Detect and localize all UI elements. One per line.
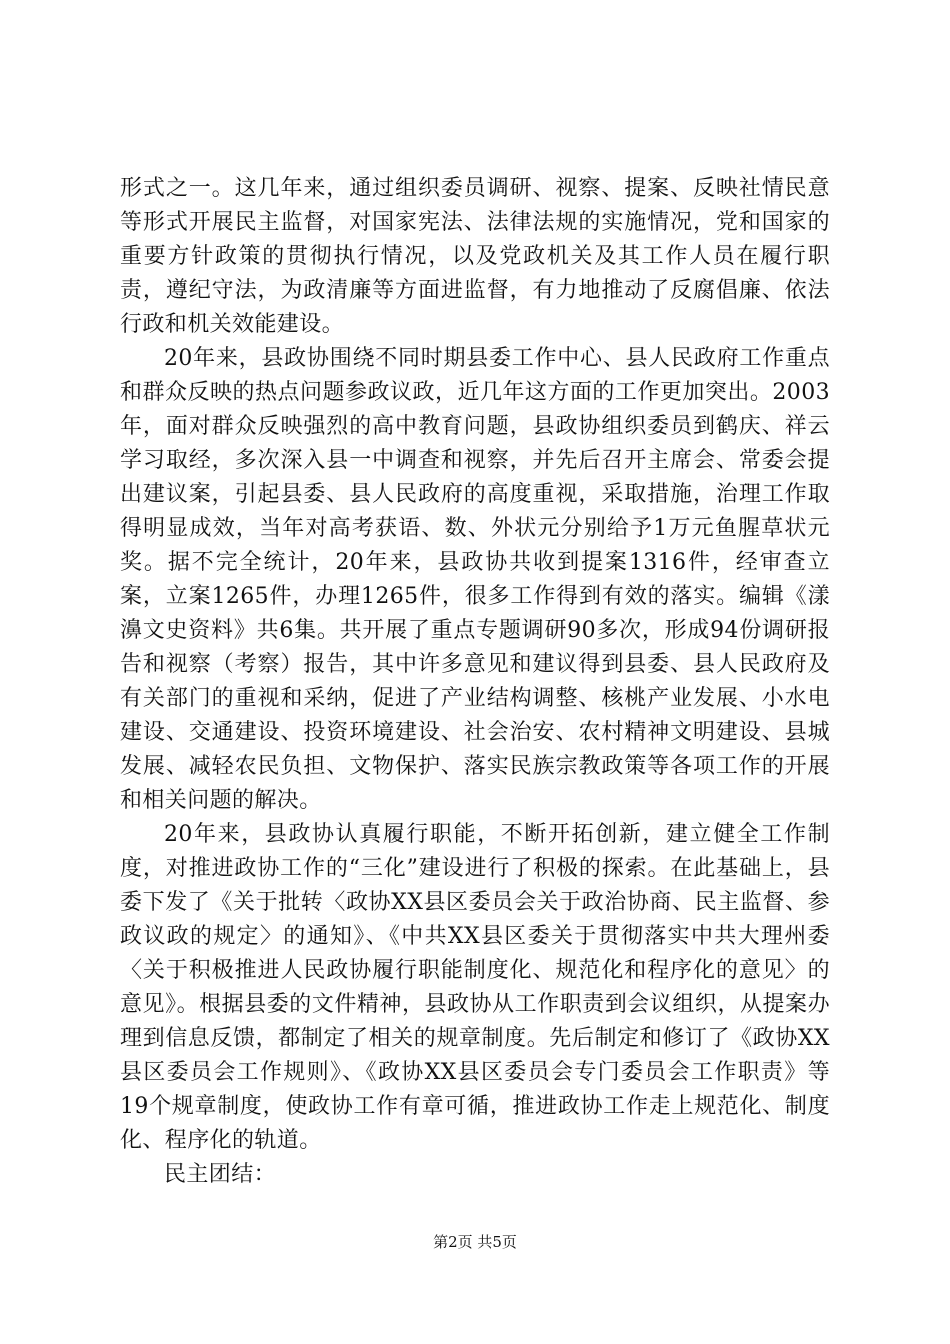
- paragraph-3: 20年来，县政协认真履行职能，不断开拓创新，建立健全工作制度，对推进政协工作的“三化”建设进行了积极的探索。在此基础上，县委下发了《关于批转〈政协XX县区委员会关于政治协商、民主监督、参政议政的规定〉的通知》、《中共XX县区委关于贯彻落实中共大理州委〈关于积极推进人民政协履行职能制度化、规范化和程序化的意见〉的意见》。根据县委的文件精神，县政协从工作职责到会议组织，从提案办理到信息反馈，都制定了相关的规章制度。先后制定和修订了《政协XX县区委员会工作规则》、《政协XX县区委员会专门委员会工作职责》等19个规章制度，使政协工作有章可循，推进政协工作走上规范化、制度化、程序化的轨道。: [120, 822, 830, 1153]
- document-body: [120, 172, 830, 1192]
- paragraph-4-heading: 民主团结：: [164, 1162, 277, 1187]
- paragraph-2: 20年来，县政协围绕不同时期县委工作中心、县人民政府工作重点和群众反映的热点问题参政议政，近几年这方面的工作更加突出。2003年，面对群众反映强烈的高中教育问题，县政协组织委员到鹤庆、祥云学习取经，多次深入县一中调查和视察，并先后召开主席会、常委会提出建议案，引起县委、县人民政府的高度重视，采取措施，治理工作取得明显成效，当年对高考获语、数、外状元分别给予1万元鱼腥草状元奖。据不完全统计，20年来，县政协共收到提案1316件，经审查立案，立案1265件，办理1265件，很多工作得到有效的落实。编辑《漾濞文史资料》共6集。共开展了重点专题调研90多次，形成94份调研报告和视察（考察）报告，其中许多意见和建议得到县委、县人民政府及有关部门的重视和采纳，促进了产业结构调整、核桃产业发展、小水电建设、交通建设、投资环境建设、社会治安、农村精神文明建设、县城发展、减轻农民负担、文物保护、落实民族宗教政策等各项工作的开展和相关问题的解决。: [120, 346, 830, 813]
- paragraph-1: 形式之一。这几年来，通过组织委员调研、视察、提案、反映社情民意等形式开展民主监督，对国家宪法、法律法规的实施情况，党和国家的重要方针政策的贯彻执行情况，以及党政机关及其工作人员在履行职责，遵纪守法，为政清廉等方面进监督，有力地推动了反腐倡廉、依法行政和机关效能建设。: [120, 176, 830, 337]
- page-number-footer: 第2页 共5页: [433, 1233, 517, 1251]
